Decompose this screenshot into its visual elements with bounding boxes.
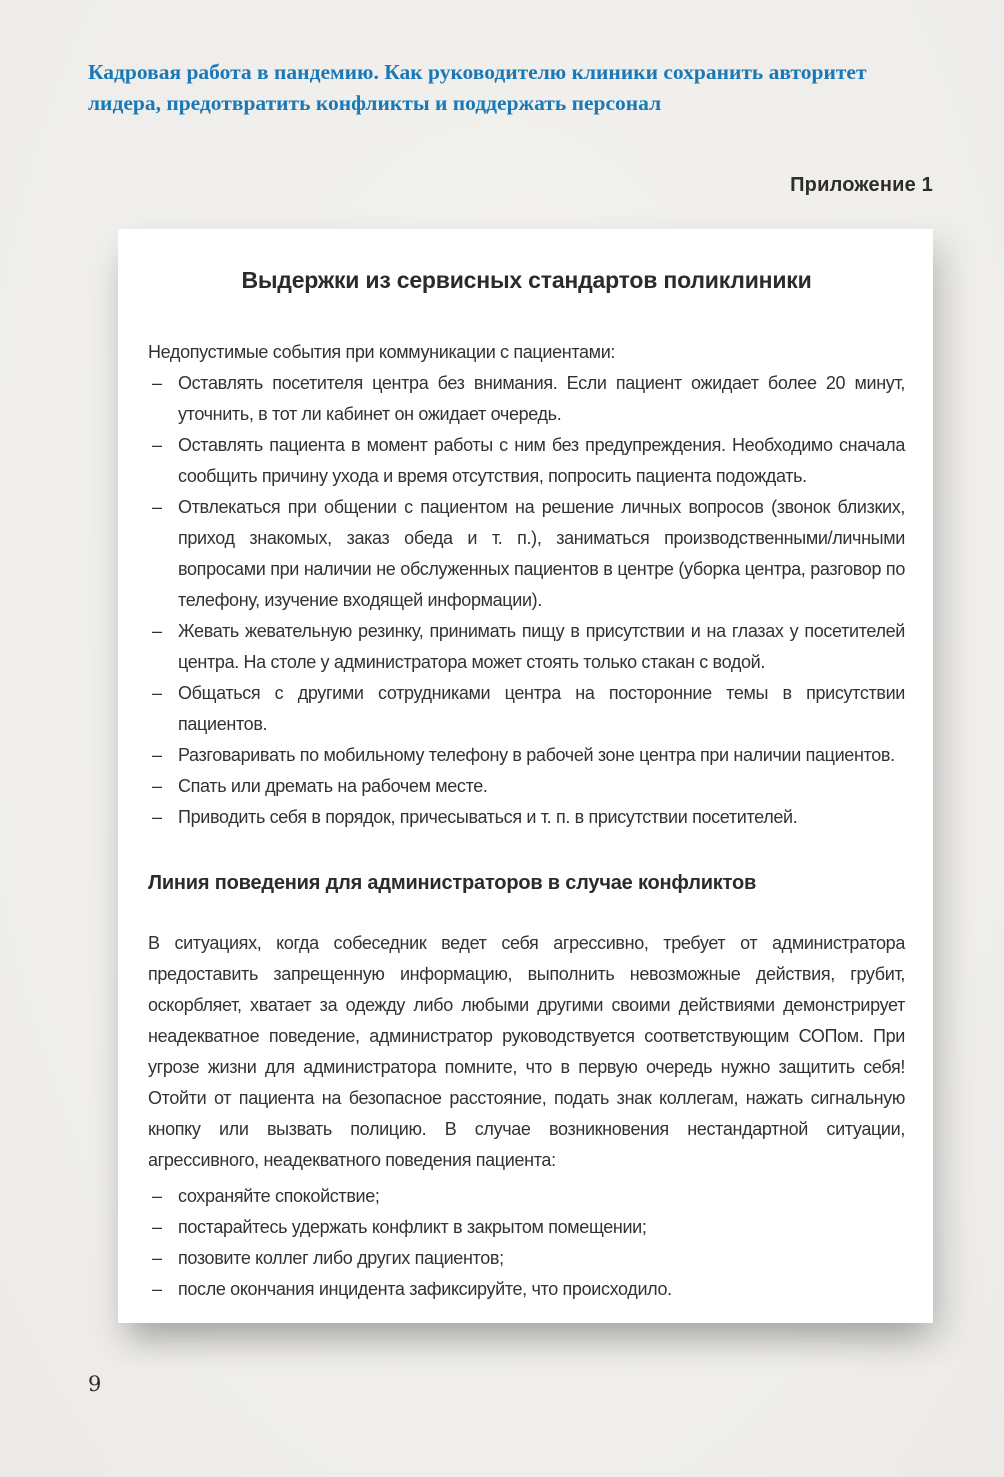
- dash-bullet: –: [152, 1186, 162, 1206]
- list-item-text: позовите коллег либо других пациентов;: [178, 1248, 504, 1268]
- section2-paragraph: В ситуациях, когда собеседник ведет себя агрессивно, требует от администратора предоставить запрещенную информацию, выполнить невозможные действия, грубит, оскорбляет, хватает за одежду либо любыми другими своими действиями демонстрирует неадекватное поведение, администратор руководствуется соответствующим СОПом. При угрозе жизни для администратора помните, что в первую очередь нужно защитить себя! Отойти от пациента на безопасное расстояние, подать знак коллегам, нажать сигнальную кнопку или вызвать полицию. В случае возникновения нестандартной ситуации, агрессивного, неадекватного поведения пациента:: [148, 933, 905, 1170]
- dash-bullet: –: [152, 373, 162, 393]
- list-item: [148, 492, 905, 616]
- page-number: 9: [88, 1372, 102, 1396]
- list-item: [148, 678, 905, 740]
- dash-bullet: –: [152, 807, 162, 827]
- list-item: [148, 771, 905, 802]
- list-item-text: Спать или дремать на рабочем месте.: [178, 776, 488, 796]
- list-item: [148, 1243, 905, 1274]
- card-title: Выдержки из сервисных стандартов поликлиники: [241, 267, 812, 293]
- section1-list: [148, 368, 905, 833]
- dash-bullet: –: [152, 1217, 162, 1237]
- dash-bullet: –: [152, 435, 162, 455]
- list-item-text: Разговаривать по мобильному телефону в рабочей зоне центра при наличии пациентов.: [178, 745, 895, 765]
- dash-bullet: –: [152, 745, 162, 765]
- section1-intro: Недопустимые события при коммуникации с пациентами:: [148, 342, 616, 362]
- list-item: [148, 616, 905, 678]
- list-item-text: Оставлять посетителя центра без внимания. Если пациент ожидает более 20 минут, уточнить, в тот ли кабинет он ожидает очередь.: [178, 373, 905, 424]
- list-item: [148, 1274, 905, 1305]
- section2-list: [148, 1181, 905, 1305]
- list-item: [148, 740, 905, 771]
- list-item-text: постарайтесь удержать конфликт в закрытом помещении;: [178, 1217, 647, 1237]
- dash-bullet: –: [152, 621, 162, 641]
- list-item: [148, 368, 905, 430]
- dash-bullet: –: [152, 776, 162, 796]
- list-item-text: сохраняйте спокойствие;: [178, 1186, 380, 1206]
- appendix-label: Приложение 1: [790, 174, 933, 196]
- list-item-text: Оставлять пациента в момент работы с ним без предупреждения. Необходимо сначала сообщить причину ухода и время отсутствия, попросить пациента подождать.: [178, 435, 905, 486]
- list-item: [148, 430, 905, 492]
- dash-bullet: –: [152, 1248, 162, 1268]
- list-item-text: после окончания инцидента зафиксируйте, что происходило.: [178, 1279, 672, 1299]
- dash-bullet: –: [152, 1279, 162, 1299]
- standards-card: [118, 229, 933, 1323]
- list-item-text: Приводить себя в порядок, причесываться и т. п. в присутствии посетителей.: [178, 807, 798, 827]
- list-item-text: Общаться с другими сотрудниками центра на посторонние темы в присутствии пациентов.: [178, 683, 905, 734]
- list-item-text: Жевать жевательную резинку, принимать пищу в присутствии и на глазах у посетителей центра. На столе у администратора может стоять только стакан с водой.: [178, 621, 905, 672]
- running-head-title: Кадровая работа в пандемию. Как руководителю клиники сохранить авторитет лидера, предотвратить конфликты и поддержать персонал: [88, 60, 867, 115]
- dash-bullet: –: [152, 683, 162, 703]
- list-item: [148, 1181, 905, 1212]
- list-item-text: Отвлекаться при общении с пациентом на решение личных вопросов (звонок близких, приход знакомых, заказ обеда и т. п.), заниматься производственными/личными вопросами при наличии не обслуженных пациентов в центре (уборка центра, разговор по телефону, изучение входящей информации).: [178, 497, 905, 610]
- list-item: [148, 802, 905, 833]
- list-item: [148, 1212, 905, 1243]
- section2-heading: Линия поведения для администраторов в случае конфликтов: [148, 872, 757, 894]
- dash-bullet: –: [152, 497, 162, 517]
